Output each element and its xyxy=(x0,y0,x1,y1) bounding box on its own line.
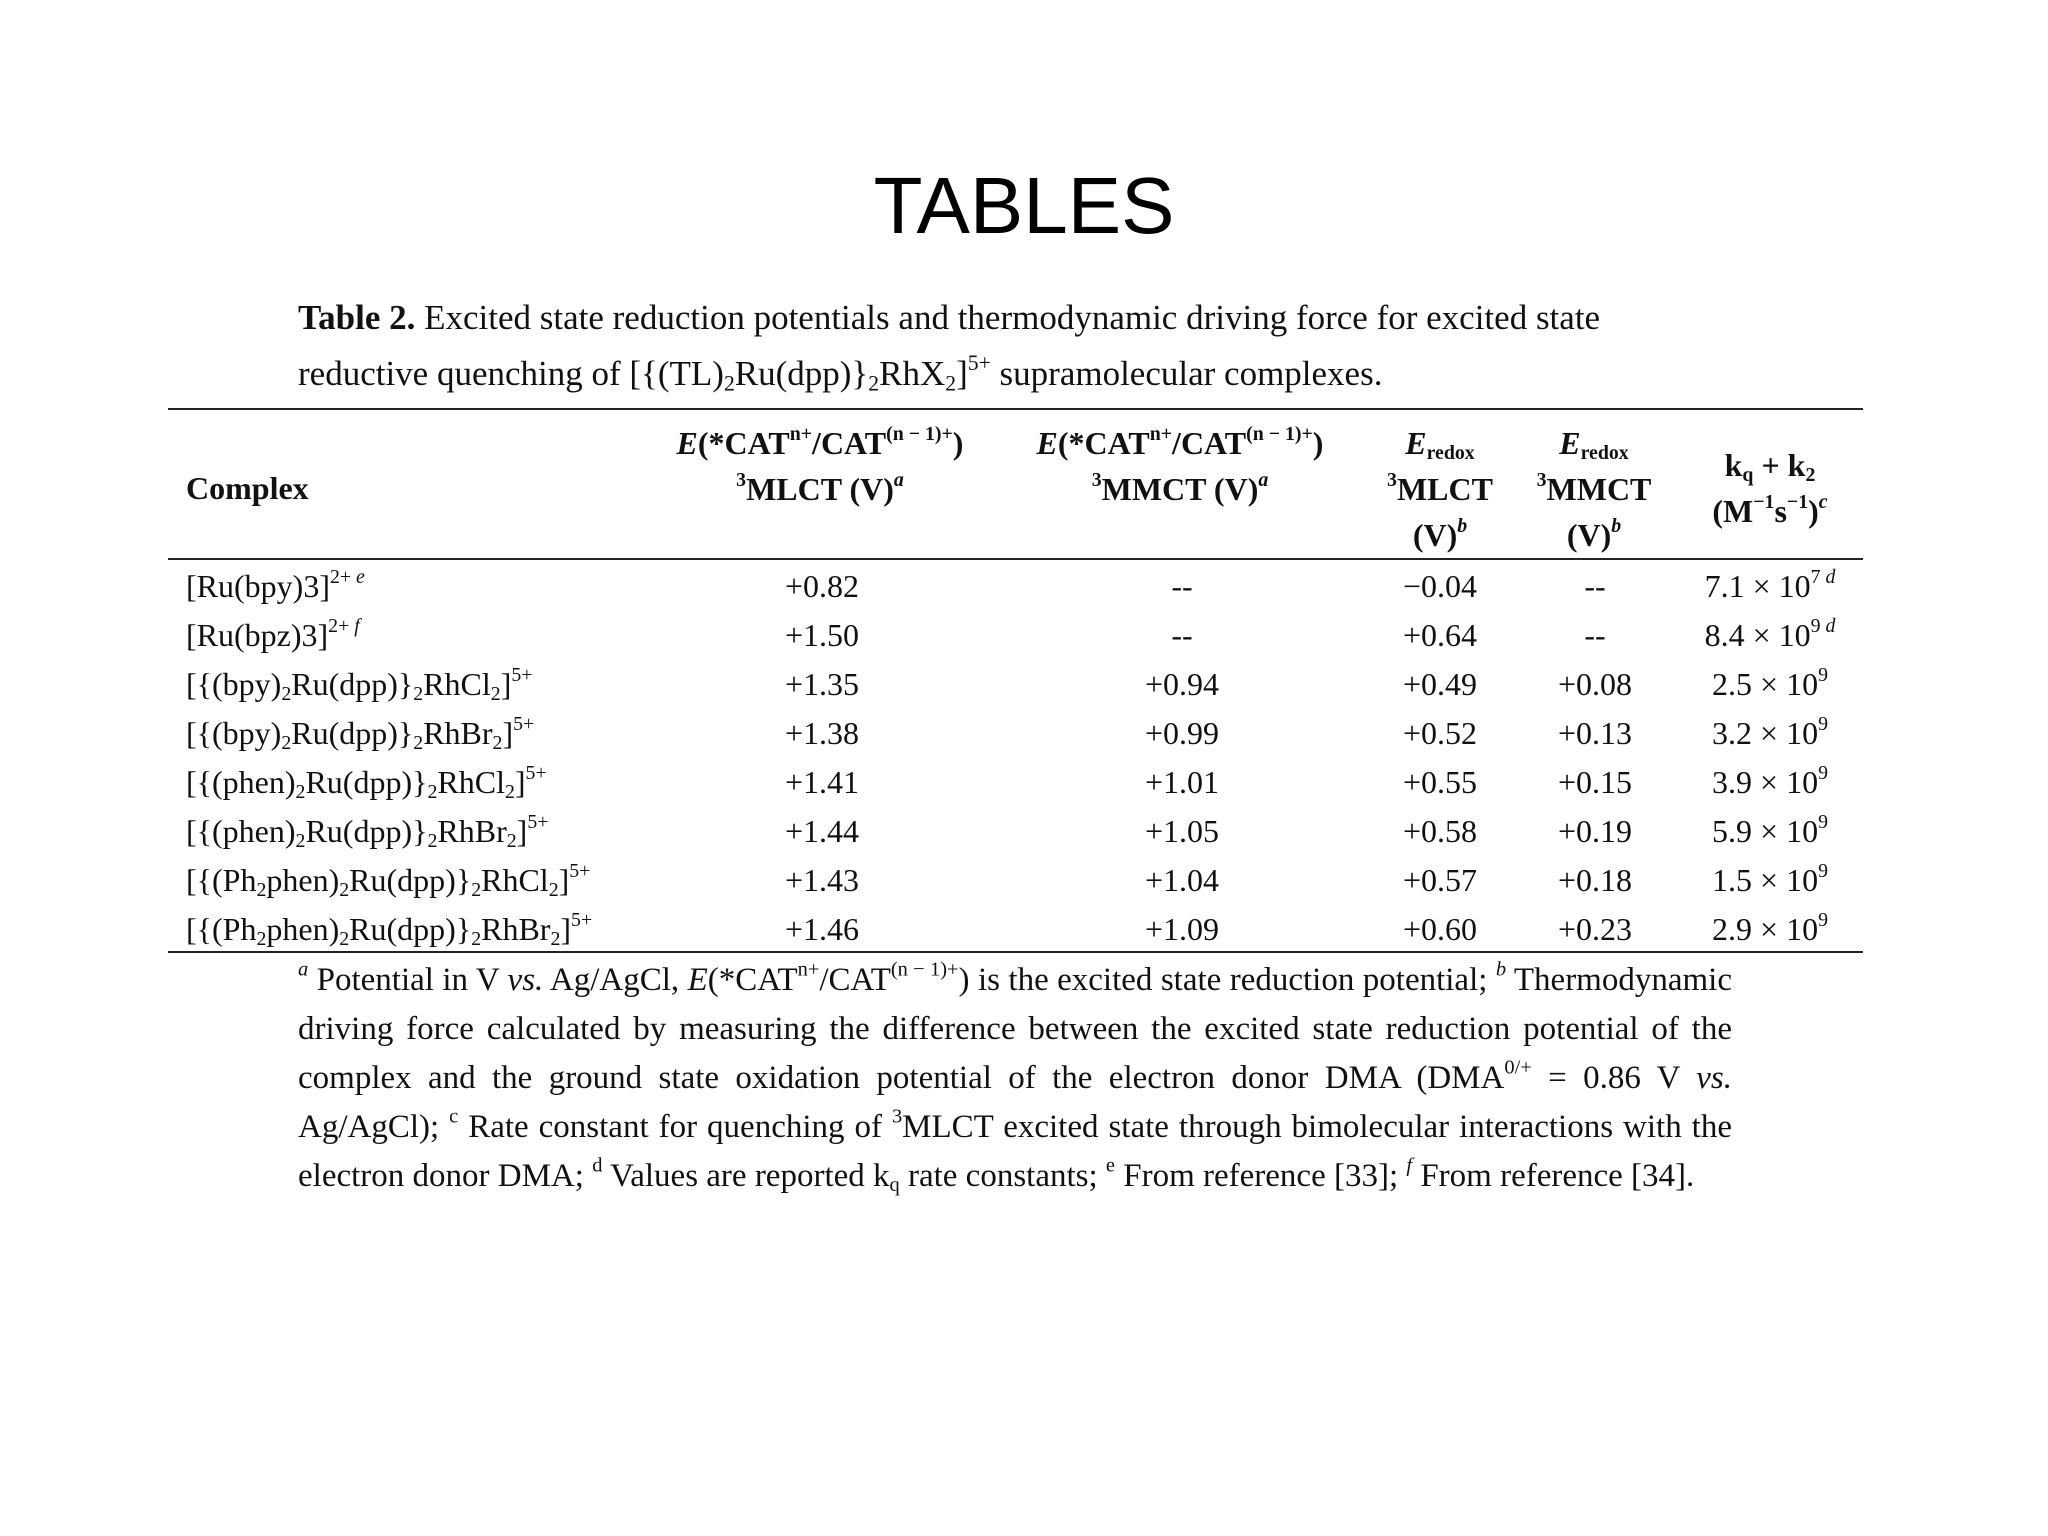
header-e-mlct: $E(*CAT^{n+}/CAT^{(n - 1)+})$ $^3$MLCT $(V)^a$ xyxy=(676,423,964,507)
cell-kq: $8.4 \times 10^{9 d}$ xyxy=(1704,615,1836,653)
table-header-rule xyxy=(168,558,1863,560)
cell-eredox-mmct: -- xyxy=(1584,568,1606,604)
cell-e-mmct: +0.99 xyxy=(1144,715,1220,751)
cell-e-mlct: +1.46 xyxy=(784,911,860,947)
cell-e-mlct: +1.44 xyxy=(784,813,860,849)
cell-eredox-mmct: +0.23 xyxy=(1557,911,1633,947)
header-eredox-mmct: $E_{redox}$ $^3$MMCT $(V)^b$ xyxy=(1536,425,1652,553)
cell-complex: $[\{(Ph_2phen)_2Ru(dpp)\}_2RhCl_2]^{5+}$ xyxy=(186,860,591,901)
cell-e-mmct: +1.05 xyxy=(1144,813,1220,849)
cell-e-mlct: +1.43 xyxy=(784,862,860,898)
table-row xyxy=(0,660,2048,709)
cell-eredox-mmct: -- xyxy=(1584,617,1606,653)
cell-kq: $3.2 \times 10^9$ xyxy=(1712,713,1828,751)
cell-eredox-mlct: +0.49 xyxy=(1402,666,1478,702)
header-eredox-mlct: $E_{redox}$ $^3$MLCT $(V)^b$ xyxy=(1387,425,1493,553)
cell-e-mmct: +0.94 xyxy=(1144,666,1220,702)
cell-kq: $2.9 \times 10^9$ xyxy=(1712,909,1828,947)
cell-complex: $[\{(bpy)_2Ru(dpp)\}_2RhCl_2]^{5+}$ xyxy=(186,664,533,705)
table-row xyxy=(0,807,2048,856)
cell-eredox-mmct: +0.13 xyxy=(1557,715,1633,751)
cell-kq: $3.9 \times 10^9$ xyxy=(1712,762,1828,800)
table-top-rule xyxy=(168,408,1863,410)
cell-eredox-mlct: +0.52 xyxy=(1402,715,1478,751)
cell-eredox-mlct: +0.58 xyxy=(1402,813,1478,849)
cell-eredox-mlct: +0.64 xyxy=(1402,617,1478,653)
cell-eredox-mlct: +0.57 xyxy=(1402,862,1478,898)
header-complex: Complex xyxy=(186,470,309,506)
header-e-mmct: $E(*CAT^{n+}/CAT^{(n - 1)+})$ $^3$MMCT $(V)^a$ xyxy=(1036,423,1324,507)
table-row xyxy=(0,905,2048,954)
header-kq: $k_q + k_2$ $(M^{-1}s^{-1})^c$ xyxy=(1712,447,1828,529)
cell-e-mlct: +0.82 xyxy=(784,568,860,604)
cell-kq: $1.5 \times 10^9$ xyxy=(1712,860,1828,898)
cell-e-mmct: +1.01 xyxy=(1144,764,1220,800)
table-caption xyxy=(298,290,1732,402)
table-row xyxy=(0,709,2048,758)
cell-complex: $[Ru(bpz)3]^{2+ f}$ xyxy=(186,615,360,653)
table-row xyxy=(0,856,2048,905)
table-caption-text: Excited state reduction potentials and thermodynamic driving force for excited state reductive quenching of $[\{(TL)_2Ru(dpp)\}_2RhX_2]^{5+}$ supramolecular complexes. xyxy=(298,298,1601,396)
cell-e-mlct: +1.35 xyxy=(784,666,860,702)
table-footnotes: $^a$ Potential in V vs. Ag/AgCl, $E(*CAT^{n+}/CAT^{(n - 1)+})$ is the excited state reduction potential; $^b$ Thermodynamic driving force calculated by measuring the difference between the excited state reduction potential of the complex and the ground state oxidation potential of the electron donor DMA ($DMA^{0/+} = 0.86$ V vs. Ag/AgCl); $^c$ Rate constant for quenching of $^3$MLCT excited state through bimolecular interactions with the electron donor DMA; $^d$ Values are reported $k_q$ rate constants; $^e$ From reference [33]; $^f$ From reference [34]. xyxy=(298,958,1733,1197)
cell-eredox-mlct: +0.60 xyxy=(1402,911,1478,947)
cell-eredox-mlct: +0.55 xyxy=(1402,764,1478,800)
cell-complex: $[\{(bpy)_2Ru(dpp)\}_2RhBr_2]^{5+}$ xyxy=(186,713,535,754)
cell-e-mmct: +1.09 xyxy=(1144,911,1220,947)
cell-e-mmct: -- xyxy=(1171,617,1193,653)
cell-eredox-mlct: −0.04 xyxy=(1402,568,1478,604)
cell-e-mlct: +1.50 xyxy=(784,617,860,653)
cell-complex: $[\{(Ph_2phen)_2Ru(dpp)\}_2RhBr_2]^{5+}$ xyxy=(186,909,593,950)
cell-eredox-mmct: +0.15 xyxy=(1557,764,1633,800)
cell-e-mmct: -- xyxy=(1171,568,1193,604)
cell-complex: $[\{(phen)_2Ru(dpp)\}_2RhCl_2]^{5+}$ xyxy=(186,762,547,803)
cell-eredox-mmct: +0.18 xyxy=(1557,862,1633,898)
cell-e-mmct: +1.04 xyxy=(1144,862,1220,898)
cell-e-mlct: +1.41 xyxy=(784,764,860,800)
slide-title: TABLES xyxy=(873,161,1175,250)
cell-complex: $[\{(phen)_2Ru(dpp)\}_2RhBr_2]^{5+}$ xyxy=(186,811,549,852)
cell-e-mlct: +1.38 xyxy=(784,715,860,751)
cell-kq: $2.5 \times 10^9$ xyxy=(1712,664,1828,702)
cell-kq: $5.9 \times 10^9$ xyxy=(1712,811,1828,849)
table-row xyxy=(0,562,2048,611)
table-row xyxy=(0,758,2048,807)
cell-kq: $7.1 \times 10^{7 d}$ xyxy=(1704,566,1836,604)
table-caption-label: Table 2. xyxy=(298,298,416,337)
cell-eredox-mmct: +0.08 xyxy=(1557,666,1633,702)
cell-eredox-mmct: +0.19 xyxy=(1557,813,1633,849)
cell-complex: $[Ru(bpy)3]^{2+ e}$ xyxy=(186,566,365,604)
table-row xyxy=(0,611,2048,660)
